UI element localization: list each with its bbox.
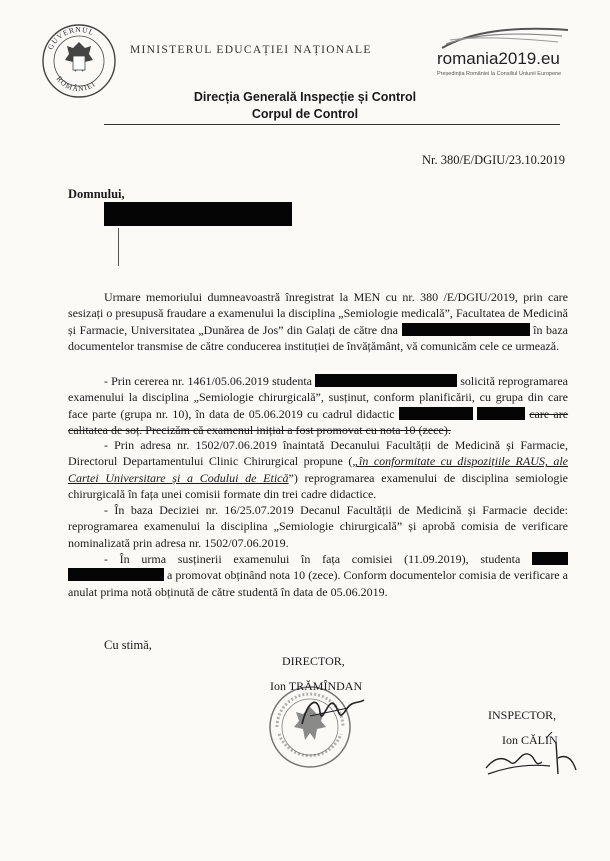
- paragraph-decision: [68, 502, 568, 551]
- redacted-student-name-2: [532, 552, 568, 565]
- paragraph-request: [68, 373, 568, 438]
- paragraph-address-text: - Prin adresa nr. 1502/07.06.2019 înaintată Decanului Facultății de Medicină și Farmacie, Directorul Departamentului Clinic Chirurgical propune (: [68, 438, 568, 469]
- inspector-title: INSPECTOR,: [488, 708, 557, 722]
- paragraph-address: [68, 437, 568, 502]
- salutation: Domnului,: [68, 187, 125, 201]
- closing: Cu stimă,: [104, 638, 152, 652]
- director-name: Ion TRĂMÎNDAN: [270, 679, 363, 693]
- director-signature: [288, 690, 378, 735]
- letter-number: Nr. 380/E/DGIU/23.10.2019: [422, 153, 566, 167]
- eu-presidency-subtitle: Președinția României la Consiliul Uniunii Europene: [437, 71, 562, 77]
- paragraph-request-text: - Prin cererea nr. 1461/05.06.2019 studenta: [104, 374, 312, 388]
- header-divider: [104, 124, 560, 125]
- redacted-teacher-name: [399, 407, 473, 420]
- inspector-signature: [480, 728, 590, 778]
- romania2019-logo-text: romania2019.eu: [437, 49, 560, 68]
- redacted-teacher-name-2: [477, 407, 525, 420]
- paragraph-request-text-2: solicită reprogramarea examenului la disciplina „Semiologie chirurgicală”, susținut, conform planificării, cu grupa din care face parte (grupa nr. 10), în data de 05.06.2019 cu cadrul didactic: [68, 374, 569, 421]
- paragraph-request-strikethrough: care are calitatea de soț. Precizăm că examenul inițial a fost promovat cu nota 10 (zece).: [68, 406, 569, 437]
- corp-heading: Corpul de Control: [251, 107, 359, 121]
- paragraph-result: [68, 551, 568, 600]
- paragraph-intro: [68, 289, 568, 354]
- paragraph-result-text-2: a promovat obținând nota 10 (zece). Conform documentelor comisia de verificare a anulat prima notă obținută de către studentă în data de 05.06.2019.: [68, 568, 569, 599]
- paragraph-intro-text: Urmare memoriului dumneavoastră înregistrat la MEN cu nr. 380 /E/DGIU/2019, prin care sesizați o presupusă fraudare a examenului la disciplina „Semiologie medicală”, Facultatea de Medicină și Farmacie, Universitatea „Dunărea de Jos” din Galați de către dna: [68, 290, 568, 337]
- redacted-student-name: [315, 374, 457, 387]
- director-title: DIRECTOR,: [282, 654, 345, 668]
- redacted-name: [402, 323, 530, 336]
- paragraph-result-text: - În urma susținerii examenului în fața comisiei (11.09.2019), studenta: [104, 552, 521, 566]
- paragraph-intro-text-2: în baza documentelor transmise de către conducerea instituției de învățământ, vă comunicăm cele ce urmează.: [68, 322, 568, 353]
- svg-text:GUVERNUL: GUVERNUL: [45, 24, 96, 52]
- ministry-name: MINISTERUL EDUCAȚIEI NAȚIONALE: [130, 44, 372, 56]
- directorate-heading: Direcția Generală Inspecție și Control: [193, 90, 417, 104]
- redacted-addressee: [104, 202, 292, 226]
- paragraph-decision-text: - În baza Deciziei nr. 16/25.07.2019 Decanul Facultății de Medicină și Farmacie decide: reprogramarea examenului la disciplina „Semiologie chirurgicală” și aprobă comisia de verificare nominalizată prin adresa nr. 1502/07.06.2019.: [68, 503, 568, 550]
- svg-text:ROMÂNIEI: ROMÂNIEI: [54, 74, 98, 94]
- margin-mark: [118, 228, 119, 266]
- paragraph-address-text-2: ”) reprogramarea examenului de disciplina semiologie chirurgicală în fața unei comisii formate din trei cadre didactice.: [68, 470, 568, 501]
- inspector-name: Ion CĂLIN: [502, 733, 558, 747]
- paragraph-address-quote: „în conformitate cu dispozițiile RAUS, ale Cartei Universitare și a Codului de Etică: [68, 454, 568, 485]
- government-crest-logo: [40, 22, 118, 100]
- redacted-student-name-3: [68, 568, 164, 581]
